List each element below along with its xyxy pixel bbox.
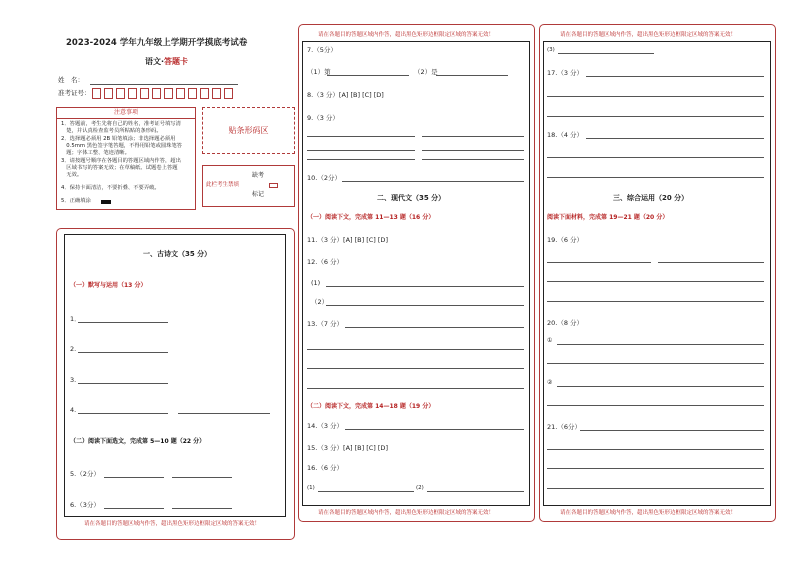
- question-12-1-label: (1): [311, 279, 321, 287]
- exam-number-cell[interactable]: [92, 88, 101, 99]
- question-14-label: 14.（3 分）: [307, 422, 344, 430]
- answer-line[interactable]: [78, 322, 168, 323]
- notice-title: 注意事项: [57, 108, 195, 119]
- question-2-label: 2.: [70, 345, 77, 353]
- notice-line: 4．保持卡面清洁，不要折叠、不要弄破。: [61, 185, 160, 191]
- absent-forbid-label: 此栏考生禁填: [206, 182, 240, 188]
- question-16-2-label: (2): [416, 485, 424, 491]
- answer-line[interactable]: [307, 150, 415, 151]
- question-6-label: 6.（3分）: [70, 501, 100, 509]
- answer-line[interactable]: [547, 281, 764, 282]
- exam-number-cell[interactable]: [104, 88, 113, 99]
- answer-line[interactable]: [547, 262, 651, 263]
- answer-line[interactable]: [436, 75, 508, 76]
- question-21-label: 21.（6分）: [547, 423, 581, 431]
- question-13-label: 13.（7 分）: [307, 320, 344, 328]
- answer-line[interactable]: [307, 159, 415, 160]
- answer-line[interactable]: [307, 136, 415, 137]
- warning-text: 请在各题目的答题区域内作答，超出黑色矩形边框限定区域的答案无效！: [318, 32, 495, 38]
- answer-line[interactable]: [307, 368, 524, 369]
- question-19-label: 19.（6 分）: [547, 236, 584, 244]
- question-16-3-label: (3): [547, 47, 555, 53]
- answer-line[interactable]: [427, 491, 524, 492]
- answer-line[interactable]: [580, 430, 764, 431]
- question-10-label: 10.（2分）: [307, 174, 341, 182]
- answer-line[interactable]: [547, 405, 764, 406]
- warning-text: 请在各题目的答题区域内作答，超出黑色矩形边框限定区域的答案无效！: [84, 521, 261, 527]
- name-label: 姓 名：: [58, 76, 84, 84]
- warning-text: 请在各题目的答题区域内作答，超出黑色矩形边框限定区域的答案无效！: [560, 510, 737, 516]
- notice-line: 区域书写的答案无效；在草稿纸、试题卷上答题: [61, 165, 178, 171]
- exam-number-cell[interactable]: [116, 88, 125, 99]
- answer-line[interactable]: [178, 413, 270, 414]
- exam-number-cell[interactable]: [176, 88, 185, 99]
- question-20-label: 20.（8 分）: [547, 319, 584, 327]
- answer-line[interactable]: [326, 286, 524, 287]
- section-3-title: 三、综合运用（20 分）: [613, 194, 689, 202]
- answer-line[interactable]: [422, 136, 524, 137]
- absent-label: 缺考: [252, 172, 265, 179]
- notice-line: 3．请按题号顺序在各题目的答题区域内作答，超出: [61, 158, 181, 164]
- question-7-2-label: （2）是: [414, 68, 438, 76]
- answer-line[interactable]: [78, 383, 168, 384]
- subject-label: 语文: [145, 57, 161, 66]
- exam-number-cell[interactable]: [224, 88, 233, 99]
- answer-line[interactable]: [345, 327, 524, 328]
- answer-line[interactable]: [586, 138, 764, 139]
- answer-line[interactable]: [547, 157, 764, 158]
- answer-line[interactable]: [307, 388, 524, 389]
- notice-line: 楚，并认真检查监考员所粘贴的条形码。: [61, 128, 162, 134]
- answer-line[interactable]: [172, 477, 232, 478]
- warning-text: 请在各题目的答题区域内作答，超出黑色矩形边框限定区域的答案无效！: [318, 510, 495, 516]
- answer-line[interactable]: [104, 508, 164, 509]
- subsection-2-2: （二）阅读下文，完成第 14—18 题（19 分）: [307, 403, 435, 410]
- question-7-label: 7.（5分）: [307, 46, 337, 54]
- card-subtitle: [145, 56, 188, 67]
- answer-line[interactable]: [172, 508, 232, 509]
- exam-number-cell[interactable]: [128, 88, 137, 99]
- question-18-label: 18.（4 分）: [547, 131, 584, 139]
- subsection-3-1: 阅读下面材料，完成第 19—21 题（20 分）: [547, 214, 669, 221]
- subsection-1-1: （一）默写与运用（13 分）: [70, 282, 147, 289]
- exam-number-cell[interactable]: [140, 88, 149, 99]
- filled-bubble-sample: [101, 200, 111, 204]
- question-16-label: 16.（6 分）: [307, 464, 344, 472]
- section-1-title: 一、古诗文（35 分）: [143, 250, 212, 258]
- answer-line[interactable]: [547, 363, 764, 364]
- answer-line[interactable]: [586, 76, 764, 77]
- section-2-title: 二、现代文（35 分）: [377, 194, 446, 202]
- exam-title: 2023-2024 学年九年级上学期开学摸底考试卷: [66, 38, 248, 48]
- notice-line: 2．选择题必须用 2B 铅笔填涂；非选择题必须用: [61, 136, 176, 142]
- question-4-label: 4.: [70, 406, 77, 414]
- subsection-2-1: （一）阅读下文，完成第 11—13 题（16 分）: [307, 214, 435, 221]
- notice-line: 0.5mm 黑色签字笔答题，不得用铅笔或圆珠笔答: [61, 143, 183, 149]
- answer-line[interactable]: [345, 429, 524, 430]
- question-1-label: 1．: [70, 315, 81, 323]
- subsection-1-2: （二）阅读下面选文，完成第 5—10 题（22 分）: [70, 438, 206, 445]
- answer-line[interactable]: [547, 301, 764, 302]
- question-17-label: 17.（3 分）: [547, 69, 584, 77]
- question-11-label: 11.（3 分）[A] [B] [C] [D]: [307, 236, 388, 244]
- answer-line[interactable]: [78, 352, 168, 353]
- answer-line[interactable]: [547, 488, 764, 489]
- exam-number-cell[interactable]: [152, 88, 161, 99]
- exam-number-cell[interactable]: [188, 88, 197, 99]
- mark-label: 标记: [252, 191, 265, 198]
- question-16-1-label: (1): [307, 485, 315, 491]
- answer-line[interactable]: [327, 75, 409, 76]
- exam-number-cell[interactable]: [212, 88, 221, 99]
- warning-text: 请在各题目的答题区域内作答，超出黑色矩形边框限定区域的答案无效！: [560, 32, 737, 38]
- barcode-label: 贴条形码区: [228, 126, 269, 135]
- exam-number-label: 准考证号：: [58, 89, 91, 97]
- question-12-label: 12.（6 分）: [307, 258, 344, 266]
- exam-number-cell[interactable]: [164, 88, 173, 99]
- question-15-label: 15.（3 分）[A] [B] [C] [D]: [307, 444, 388, 452]
- answer-line[interactable]: [422, 159, 524, 160]
- question-20-2-label: ②: [547, 379, 553, 386]
- answer-line[interactable]: [307, 349, 524, 350]
- answer-line[interactable]: [78, 413, 168, 414]
- notice-box: [56, 107, 196, 210]
- answer-line[interactable]: [557, 386, 764, 387]
- name-field[interactable]: [90, 84, 238, 85]
- answer-line[interactable]: [658, 262, 764, 263]
- answer-line[interactable]: [326, 305, 524, 306]
- notice-line: 题；字体工整、笔迹清晰。: [61, 150, 130, 156]
- question-20-1-label: ①: [547, 337, 553, 344]
- answer-line[interactable]: [547, 96, 764, 97]
- answer-line[interactable]: [547, 468, 764, 469]
- exam-number-cell[interactable]: [200, 88, 209, 99]
- question-7-1-label: （1）第: [307, 68, 331, 76]
- answer-line[interactable]: [104, 477, 164, 478]
- answer-line[interactable]: [422, 150, 524, 151]
- dot-separator: ·: [161, 57, 165, 66]
- answer-card-label: 答题卡: [164, 57, 189, 66]
- answer-area-3: [543, 41, 771, 506]
- absent-checkbox[interactable]: [269, 183, 278, 188]
- answer-line[interactable]: [318, 491, 414, 492]
- notice-line: 5．正确填涂: [61, 198, 91, 204]
- answer-line[interactable]: [558, 53, 654, 54]
- answer-area-2: [302, 41, 530, 506]
- answer-line[interactable]: [557, 344, 764, 345]
- notice-line: 无效。: [61, 172, 83, 178]
- answer-line[interactable]: [342, 181, 524, 182]
- question-12-2-label: （2）: [311, 298, 329, 306]
- question-3-label: 3.: [70, 376, 77, 384]
- answer-line[interactable]: [547, 449, 764, 450]
- answer-line[interactable]: [547, 177, 764, 178]
- question-5-label: 5.（2分）: [70, 470, 100, 478]
- answer-line[interactable]: [547, 116, 764, 117]
- question-8-label: 8.（3 分）[A] [B] [C] [D]: [307, 91, 384, 99]
- question-9-label: 9.（3 分）: [307, 114, 339, 122]
- notice-line: 1．答题前，考生先将自己的姓名，准考证号填写清: [61, 121, 181, 127]
